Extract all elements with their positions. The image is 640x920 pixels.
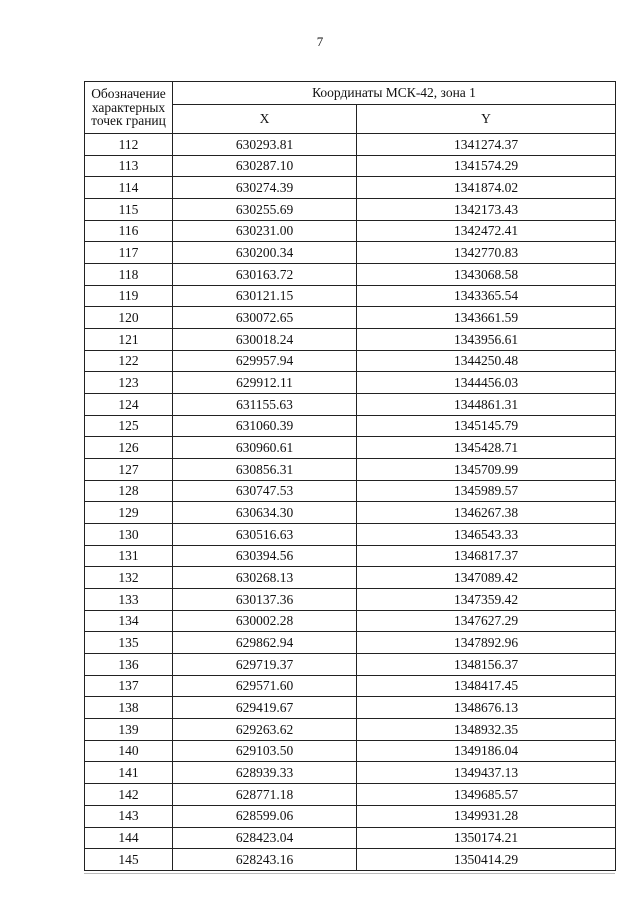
y-coordinate-cell: 1345145.79 — [357, 415, 616, 437]
point-cell: 114 — [85, 177, 173, 199]
y-coordinate-cell: 1342173.43 — [357, 199, 616, 221]
y-coordinate-cell: 1346543.33 — [357, 524, 616, 546]
y-coordinate-cell: 1343068.58 — [357, 264, 616, 286]
y-coordinate-cell: 1346817.37 — [357, 545, 616, 567]
point-cell: 144 — [85, 827, 173, 849]
point-cell: 145 — [85, 849, 173, 871]
x-coordinate-cell: 630634.30 — [173, 502, 357, 524]
point-cell: 138 — [85, 697, 173, 719]
point-cell: 129 — [85, 502, 173, 524]
point-cell: 142 — [85, 784, 173, 806]
x-coordinate-cell: 630200.34 — [173, 242, 357, 264]
point-cell: 141 — [85, 762, 173, 784]
y-coordinate-cell: 1347359.42 — [357, 589, 616, 611]
point-cell: 143 — [85, 805, 173, 827]
table-row — [85, 415, 616, 437]
y-coordinate-cell: 1343956.61 — [357, 329, 616, 351]
x-coordinate-cell: 631155.63 — [173, 394, 357, 416]
footer-divider — [84, 873, 615, 874]
x-coordinate-cell: 630002.28 — [173, 610, 357, 632]
point-cell: 137 — [85, 675, 173, 697]
point-cell: 116 — [85, 220, 173, 242]
y-coordinate-cell: 1350414.29 — [357, 849, 616, 871]
table-row — [85, 589, 616, 611]
y-coordinate-cell: 1341574.29 — [357, 155, 616, 177]
y-coordinate-cell: 1346267.38 — [357, 502, 616, 524]
table-row — [85, 610, 616, 632]
table-row — [85, 762, 616, 784]
x-coordinate-cell: 630018.24 — [173, 329, 357, 351]
table-row — [85, 675, 616, 697]
point-cell: 132 — [85, 567, 173, 589]
point-cell: 124 — [85, 394, 173, 416]
x-coordinate-cell: 630268.13 — [173, 567, 357, 589]
x-coordinate-cell: 628939.33 — [173, 762, 357, 784]
point-cell: 139 — [85, 719, 173, 741]
point-cell: 123 — [85, 372, 173, 394]
table-row — [85, 632, 616, 654]
table-body — [85, 82, 616, 871]
table-row — [85, 242, 616, 264]
y-coordinate-cell: 1345989.57 — [357, 480, 616, 502]
x-coordinate-cell: 629419.67 — [173, 697, 357, 719]
x-coordinate-cell: 630287.10 — [173, 155, 357, 177]
y-coordinate-cell: 1348676.13 — [357, 697, 616, 719]
table-row — [85, 350, 616, 372]
y-coordinate-cell: 1347089.42 — [357, 567, 616, 589]
table-row — [85, 459, 616, 481]
x-coordinate-cell: 629862.94 — [173, 632, 357, 654]
table-row — [85, 394, 616, 416]
x-column-header: X — [173, 105, 357, 134]
y-coordinate-cell: 1349437.13 — [357, 762, 616, 784]
point-cell: 130 — [85, 524, 173, 546]
point-cell: 113 — [85, 155, 173, 177]
point-cell: 136 — [85, 654, 173, 676]
point-cell: 122 — [85, 350, 173, 372]
x-coordinate-cell: 630163.72 — [173, 264, 357, 286]
x-coordinate-cell: 630231.00 — [173, 220, 357, 242]
table-row — [85, 134, 616, 156]
coordinates-table — [84, 81, 616, 871]
point-cell: 118 — [85, 264, 173, 286]
y-coordinate-cell: 1348156.37 — [357, 654, 616, 676]
y-coordinate-cell: 1347892.96 — [357, 632, 616, 654]
point-cell: 115 — [85, 199, 173, 221]
point-cell: 112 — [85, 134, 173, 156]
x-coordinate-cell: 629571.60 — [173, 675, 357, 697]
table-row — [85, 697, 616, 719]
y-coordinate-cell: 1341874.02 — [357, 177, 616, 199]
x-coordinate-cell: 629957.94 — [173, 350, 357, 372]
y-coordinate-cell: 1348932.35 — [357, 719, 616, 741]
point-cell: 135 — [85, 632, 173, 654]
x-coordinate-cell: 629103.50 — [173, 740, 357, 762]
x-coordinate-cell: 628599.06 — [173, 805, 357, 827]
x-coordinate-cell: 630293.81 — [173, 134, 357, 156]
y-coordinate-cell: 1349931.28 — [357, 805, 616, 827]
x-coordinate-cell: 630072.65 — [173, 307, 357, 329]
table-row — [85, 177, 616, 199]
point-cell: 120 — [85, 307, 173, 329]
y-coordinate-cell: 1347627.29 — [357, 610, 616, 632]
y-coordinate-cell: 1342770.83 — [357, 242, 616, 264]
table-row — [85, 545, 616, 567]
table-row — [85, 437, 616, 459]
point-cell: 133 — [85, 589, 173, 611]
point-cell: 126 — [85, 437, 173, 459]
table-row — [85, 329, 616, 351]
y-coordinate-cell: 1349186.04 — [357, 740, 616, 762]
table-row — [85, 827, 616, 849]
table-row — [85, 654, 616, 676]
table-row — [85, 849, 616, 871]
x-coordinate-cell: 630747.53 — [173, 480, 357, 502]
y-column-header: Y — [357, 105, 616, 134]
table-row — [85, 372, 616, 394]
x-coordinate-cell: 629912.11 — [173, 372, 357, 394]
y-coordinate-cell: 1344250.48 — [357, 350, 616, 372]
x-coordinate-cell: 630255.69 — [173, 199, 357, 221]
x-coordinate-cell: 630394.56 — [173, 545, 357, 567]
x-coordinate-cell: 630121.15 — [173, 285, 357, 307]
point-cell: 121 — [85, 329, 173, 351]
y-coordinate-cell: 1350174.21 — [357, 827, 616, 849]
point-cell: 131 — [85, 545, 173, 567]
x-coordinate-cell: 630137.36 — [173, 589, 357, 611]
y-coordinate-cell: 1341274.37 — [357, 134, 616, 156]
y-coordinate-cell: 1342472.41 — [357, 220, 616, 242]
designation-header: Обозначение характерных точек границ — [85, 82, 173, 134]
x-coordinate-cell: 630856.31 — [173, 459, 357, 481]
table-row — [85, 199, 616, 221]
table-row — [85, 220, 616, 242]
point-cell: 128 — [85, 480, 173, 502]
x-coordinate-cell: 630960.61 — [173, 437, 357, 459]
table-row — [85, 480, 616, 502]
point-cell: 140 — [85, 740, 173, 762]
y-coordinate-cell: 1345709.99 — [357, 459, 616, 481]
table-row — [85, 567, 616, 589]
table-row — [85, 784, 616, 806]
point-cell: 125 — [85, 415, 173, 437]
y-coordinate-cell: 1344456.03 — [357, 372, 616, 394]
table-row — [85, 805, 616, 827]
y-coordinate-cell: 1349685.57 — [357, 784, 616, 806]
x-coordinate-cell: 628771.18 — [173, 784, 357, 806]
x-coordinate-cell: 630516.63 — [173, 524, 357, 546]
x-coordinate-cell: 628423.04 — [173, 827, 357, 849]
page-number: 7 — [316, 34, 324, 49]
table-row — [85, 502, 616, 524]
x-coordinate-cell: 629719.37 — [173, 654, 357, 676]
point-cell: 117 — [85, 242, 173, 264]
point-cell: 127 — [85, 459, 173, 481]
table-row — [85, 264, 616, 286]
y-coordinate-cell: 1343365.54 — [357, 285, 616, 307]
x-coordinate-cell: 629263.62 — [173, 719, 357, 741]
y-coordinate-cell: 1348417.45 — [357, 675, 616, 697]
table-row — [85, 740, 616, 762]
y-coordinate-cell: 1345428.71 — [357, 437, 616, 459]
y-coordinate-cell: 1344861.31 — [357, 394, 616, 416]
table-row — [85, 524, 616, 546]
x-coordinate-cell: 631060.39 — [173, 415, 357, 437]
x-coordinate-cell: 630274.39 — [173, 177, 357, 199]
point-cell: 134 — [85, 610, 173, 632]
coordinates-title-header: Координаты МСК-42, зона 1 — [173, 82, 616, 105]
table-row — [85, 285, 616, 307]
table-row — [85, 719, 616, 741]
header-row-top — [85, 82, 616, 105]
y-coordinate-cell: 1343661.59 — [357, 307, 616, 329]
point-cell: 119 — [85, 285, 173, 307]
table-row — [85, 155, 616, 177]
x-coordinate-cell: 628243.16 — [173, 849, 357, 871]
table-row — [85, 307, 616, 329]
